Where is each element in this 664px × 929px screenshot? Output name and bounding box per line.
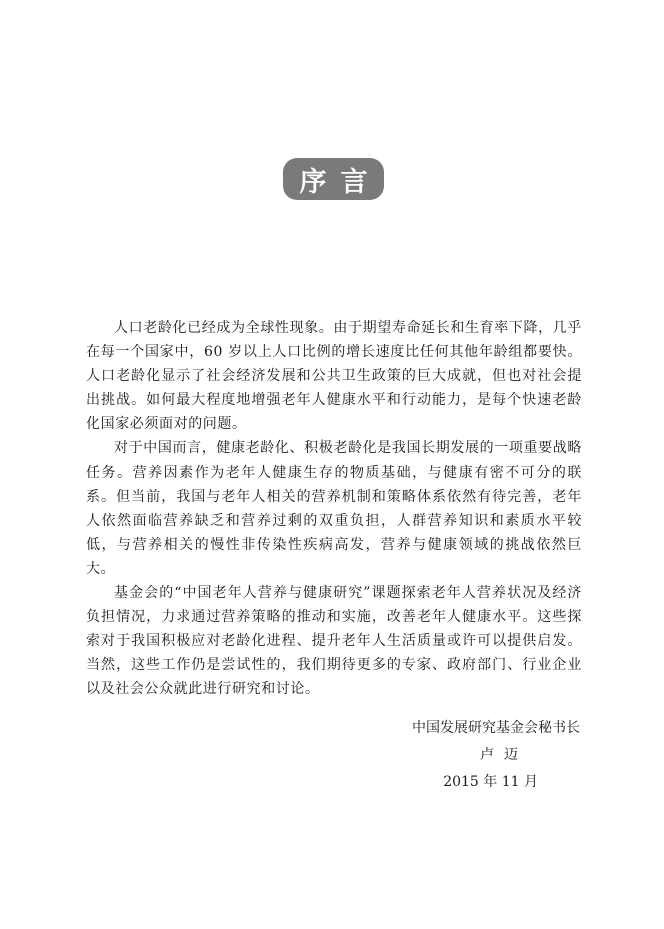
page-title: 序言 (283, 158, 384, 200)
signature-name: 卢迈 (480, 747, 528, 763)
preface-body (86, 316, 582, 702)
signature-block (360, 715, 580, 796)
paragraph-2: 对于中国而言，健康老龄化、积极老龄化是我国长期发展的一项重要战略任务。营养因素作为老年人健康生存的物质基础，与健康有密不可分的联系。但当前，我国与老年人相关的营养机制和策略体系依然有待完善，老年人依然面临营养缺乏和营养过剩的双重负担，人群营养知识和素质水平较低，与营养相关的慢性非传染性疾病高发，营养与健康领域的挑战依然巨大。 (86, 440, 582, 577)
paragraph-1: 人口老龄化已经成为全球性现象。由于期望寿命延长和生育率下降，几乎在每一个国家中，60 岁以上人口比例的增长速度比任何其他年龄组都要快。人口老龄化显示了社会经济发展和公共卫生政策的巨大成就，但也对社会提出挑战。如何最大程度地增强老年人健康水平和行动能力，是每个快速老龄化国家必须面对的问题。 (86, 320, 582, 433)
signature-organization: 中国发展研究基金会秘书长 (412, 720, 580, 736)
paragraph-3: 基金会的“中国老年人营养与健康研究”课题探索老年人营养状况及经济负担情况，力求通过营养策略的推动和实施，改善老年人健康水平。这些探索对于我国积极应对老龄化进程、提升老年人生活质量或许可以提供启发。当然，这些工作仍是尝试性的，我们期待更多的专家、政府部门、行业企业以及社会公众就此进行研究和讨论。 (86, 585, 582, 698)
signature-date: 2015 年 11 月 (443, 774, 538, 790)
